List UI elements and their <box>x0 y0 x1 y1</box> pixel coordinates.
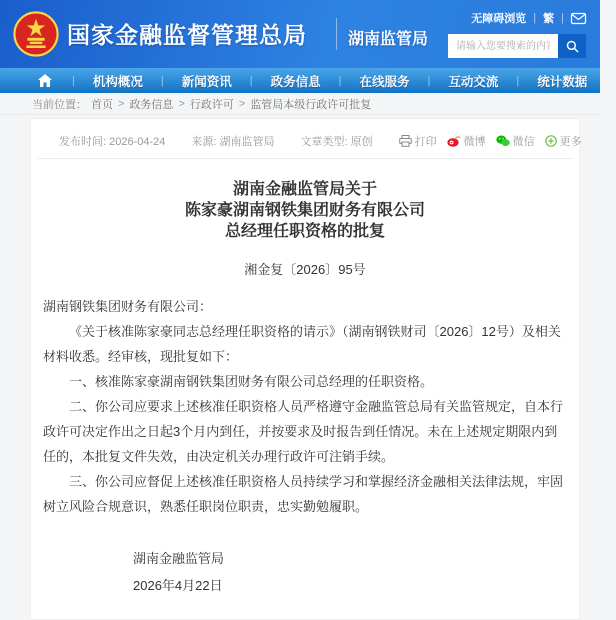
national-emblem-icon <box>13 11 59 57</box>
breadcrumb-separator: > <box>118 97 125 110</box>
nav-separator: | <box>72 74 75 87</box>
nav-item-news[interactable]: 新闻资讯 <box>181 74 232 89</box>
article-title-line: 总经理任职资格的批复 <box>224 223 385 240</box>
site-subtitle: 湖南监管局 <box>348 31 429 48</box>
article-body <box>43 294 567 519</box>
body-paragraph: 二、你公司应要求上述核准任职资格人员严格遵守金融监管总局有关监管规定，自本行政许可决定作出之日起3个月内到任，并按要求及时报告到任情况。未在上述规定期限内到任的，本批复文件失效，由决定机关办理行政许可注销手续。 <box>43 399 564 464</box>
publish-time <box>59 133 165 149</box>
nav-separator: | <box>516 74 520 87</box>
nav-item-gov-info[interactable]: 政务信息 <box>270 74 321 89</box>
article-title <box>37 179 573 242</box>
nav-separator: | <box>249 74 253 87</box>
publish-time-value: 2026-04-24 <box>109 136 166 148</box>
more-label: 更多 <box>559 136 582 148</box>
nav-separator: | <box>427 74 431 87</box>
nav-item-online-service[interactable]: 在线服务 <box>359 74 410 89</box>
traditional-chinese-link[interactable]: 繁 <box>543 13 555 25</box>
article-type-value: 原创 <box>350 136 373 148</box>
more-share-button[interactable] <box>545 133 582 149</box>
article-type <box>301 133 373 149</box>
breadcrumb-label: 当前位置： <box>32 98 87 111</box>
mail-icon[interactable] <box>571 13 586 24</box>
signature-block <box>133 545 573 599</box>
publish-time-label: 发布时间: <box>59 136 110 148</box>
search-icon <box>566 40 579 53</box>
weibo-share-button[interactable] <box>447 133 486 149</box>
more-plus-icon <box>545 135 557 147</box>
nav-item-interaction[interactable]: 互动交流 <box>448 74 499 89</box>
breadcrumb-gov-info[interactable]: 政务信息 <box>129 98 174 111</box>
signature-date: 2026年4月22日 <box>133 578 223 593</box>
article-type-label: 文章类型: <box>300 136 351 148</box>
breadcrumb <box>0 93 600 115</box>
article-title-line: 湖南金融监管局关于 <box>232 181 377 198</box>
breadcrumb-separator: > <box>238 97 246 110</box>
article-meta <box>37 129 582 159</box>
wechat-share-button[interactable] <box>496 133 535 149</box>
main-nav <box>0 68 609 93</box>
breadcrumb-current: 监管局本级行政许可批复 <box>250 98 372 111</box>
topbar-separator: | <box>561 12 564 24</box>
topbar-separator: | <box>533 12 537 24</box>
source-value: 湖南监管局 <box>219 136 275 148</box>
share-toolbar <box>399 133 582 149</box>
site-title: 国家金融监督管理总局 <box>67 22 307 48</box>
article-title-line: 陈家豪湖南钢铁集团财务有限公司 <box>184 202 425 219</box>
breadcrumb-home[interactable]: 首页 <box>91 98 113 111</box>
article-card <box>30 118 580 620</box>
signature-org: 湖南金融监管局 <box>133 551 225 566</box>
breadcrumb-admin-license[interactable]: 行政许可 <box>189 98 234 111</box>
body-paragraph: 三、你公司应督促上述核准任职资格人员持续学习和掌握经济金融相关法律法规，牢固树立风险合规意识，熟悉任职岗位职责，忠实勤勉履职。 <box>43 474 564 514</box>
print-button[interactable] <box>399 133 437 149</box>
body-paragraph: 一、核准陈家豪湖南钢铁集团财务有限公司总经理的任职资格。 <box>69 374 434 389</box>
nav-item-about[interactable]: 机构概况 <box>92 74 143 89</box>
print-label: 打印 <box>414 136 437 148</box>
nav-separator: | <box>605 74 609 87</box>
weibo-icon <box>447 135 461 147</box>
breadcrumb-separator: > <box>178 97 185 110</box>
topbar <box>471 10 586 26</box>
salutation: 湖南钢铁集团财务有限公司： <box>43 299 213 314</box>
source <box>191 133 274 149</box>
title-divider <box>336 18 337 50</box>
home-icon <box>38 74 52 87</box>
body-paragraph: 《关于核准陈家豪同志总经理任职资格的请示》（湖南钢铁财司〔2026〕12号）及相关材料收悉。经审核，现批复如下： <box>43 324 561 364</box>
search-button[interactable] <box>558 34 586 58</box>
search-bar <box>448 34 586 58</box>
nav-separator: | <box>160 74 164 87</box>
wechat-label: 微信 <box>512 136 535 148</box>
site-header <box>0 0 600 68</box>
search-input[interactable] <box>448 34 558 58</box>
document-number: 湘金复〔2026〕95号 <box>244 262 366 277</box>
nav-item-statistics[interactable]: 统计数据 <box>537 74 588 89</box>
accessibility-link[interactable]: 无障碍浏览 <box>471 13 527 25</box>
nav-separator: | <box>338 74 342 87</box>
printer-icon <box>399 135 412 147</box>
wechat-icon <box>496 135 510 147</box>
home-button[interactable] <box>26 74 64 87</box>
weibo-label: 微博 <box>463 136 486 148</box>
source-label: 来源: <box>191 136 220 148</box>
